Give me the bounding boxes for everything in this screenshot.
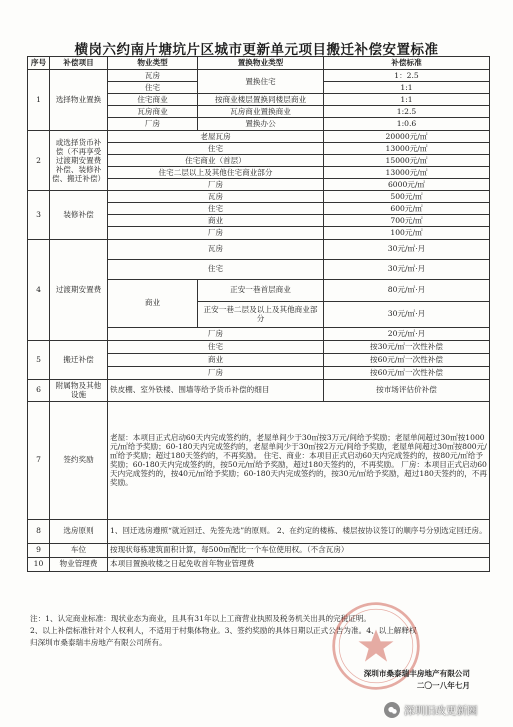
placement-cell: 置换办公 [198, 118, 324, 130]
item-cell: 选房原则 [50, 519, 108, 543]
wechat-icon [384, 702, 400, 718]
item-cell: 物业管理费 [50, 557, 108, 571]
table-row [28, 191, 490, 203]
standard-cell: 13000元/㎡ [324, 166, 490, 178]
type-cell: 住宅 [108, 82, 198, 94]
row-number: 6 [28, 379, 50, 401]
footnote-line: 归深圳市桑泰瑞丰房地产有限公司所有。 [30, 638, 167, 647]
content-cell: 1、回迁选房遵照“就近回迁、先签先选”的原则。 2、在约定的楼栋、楼层按协议签订的顺序号分别选定回迁房。 [108, 519, 490, 543]
compensation-table [27, 56, 490, 572]
subtype-cell: 正安一巷首层商业 [198, 279, 324, 301]
type-cell: 老屋瓦房 [108, 130, 324, 142]
table-row [28, 401, 490, 519]
item-cell: 或选择货币补偿（不再享受过渡期安置费补偿、装修补偿、搬迁补偿） [50, 130, 108, 191]
item-cell: 签约奖励 [50, 401, 108, 519]
standard-cell: 600元/㎡ [324, 203, 490, 215]
content-cell: 铁皮棚、室外铁楼、围墙等给予货币补偿的细目 [108, 379, 324, 401]
type-cell: 厂房 [108, 366, 324, 379]
table-row [28, 340, 490, 353]
standard-cell: 1:1 [324, 94, 490, 106]
type-cell: 厂房 [108, 227, 324, 239]
header-no: 序号 [28, 57, 50, 70]
table-row [28, 557, 490, 571]
content-cell: 按现状每栋建筑面积计算，每500㎡配比一个车位使用权。（不含瓦房） [108, 543, 490, 557]
standard-cell: 1:2.5 [324, 106, 490, 118]
standard-cell: 20000元/㎡ [324, 130, 490, 142]
header-standard: 补偿标准 [324, 57, 490, 70]
standard-cell: 30元/㎡·月 [324, 259, 490, 279]
standard-cell: 700元/㎡ [324, 215, 490, 227]
table-header-row [28, 57, 490, 70]
type-cell: 住宅 [108, 203, 324, 215]
item-cell: 装修补偿 [50, 191, 108, 239]
row-number: 7 [28, 401, 50, 519]
standard-cell: 80元/㎡·月 [324, 279, 490, 301]
standard-cell: 20元/㎡·月 [324, 327, 490, 340]
type-cell: 住宅 [108, 259, 324, 279]
footnote-line: 2、以上补偿标准针对个人权利人，不适用于村集体物业。3、签约奖励的具体日期以正式公告为准。4、以上解释权 [30, 626, 417, 635]
standard-cell: 1:0.6 [324, 118, 490, 130]
type-cell: 住宅 [108, 340, 324, 353]
company-name: 深圳市桑泰瑞丰房地产有限公司 [363, 669, 470, 678]
item-cell: 过渡期安置费 [50, 239, 108, 340]
standard-cell: 1：2.5 [324, 70, 490, 82]
standard-cell: 按60元/㎡一次性补偿 [324, 366, 490, 379]
row-number: 3 [28, 191, 50, 239]
type-cell: 住宅二层以上及其他住宅商业部分 [108, 166, 324, 178]
standard-cell: 按30元/㎡一次性补偿 [324, 340, 490, 353]
watermark-text: 深圳旧改更新圈 [404, 704, 478, 717]
item-cell: 车位 [50, 543, 108, 557]
type-cell: 瓦房 [108, 239, 324, 259]
item-cell: 附属物及其他设施 [50, 379, 108, 401]
type-cell: 住宅商业（首层） [108, 154, 324, 166]
row-number: 1 [28, 70, 50, 131]
type-cell: 瓦房 [108, 70, 198, 82]
item-cell: 搬迁补偿 [50, 340, 108, 379]
header-placement: 置换物业类型 [198, 57, 324, 70]
standard-cell: 500元/㎡ [324, 191, 490, 203]
row-number: 9 [28, 543, 50, 557]
table-row [28, 543, 490, 557]
type-cell: 瓦房商业 [108, 106, 198, 118]
table-row [28, 70, 490, 82]
issue-date: 二〇一八年七月 [416, 681, 470, 690]
standard-cell: 30元/㎡·月 [324, 301, 490, 327]
row-number: 5 [28, 340, 50, 379]
table-row [28, 519, 490, 543]
standard-cell: 15000元/㎡ [324, 154, 490, 166]
type-cell: 厂房 [108, 118, 198, 130]
header-type: 物业类型 [108, 57, 198, 70]
row-number: 2 [28, 130, 50, 191]
header-item: 补偿项目 [50, 57, 108, 70]
placement-cell: 按商业楼层置换同楼层商业 [198, 94, 324, 106]
standard-cell: 按60元/㎡一次性补偿 [324, 353, 490, 366]
signature-block [300, 668, 470, 692]
watermark [384, 700, 510, 720]
item-cell: 选择物业置换 [50, 70, 108, 131]
type-cell: 厂房 [108, 327, 324, 340]
table-row [28, 239, 490, 259]
footnote-line: 注：1、认定商业标准：现状业态为商业，且具有31年以上工商营业执照及税务机关出具的完税证明。 [30, 614, 372, 623]
table-row [28, 379, 490, 401]
row-number: 8 [28, 519, 50, 543]
standard-cell: 1:1 [324, 82, 490, 94]
page-title: 横岗六约南片塘坑片区城市更新单元项目搬迁补偿安置标准 [74, 42, 439, 58]
row-number: 10 [28, 557, 50, 571]
standard-cell: 13000元/㎡ [324, 142, 490, 154]
content-cell: 本项目置换收楼之日起免收首年物业管理费 [108, 557, 490, 571]
type-cell: 商业 [108, 279, 198, 327]
type-cell: 商业 [108, 215, 324, 227]
row-number: 4 [28, 239, 50, 340]
type-cell: 住宅商业 [108, 94, 198, 106]
type-cell: 厂房 [108, 178, 324, 190]
type-cell: 住宅 [108, 142, 324, 154]
type-cell: 瓦房 [108, 191, 324, 203]
placement-cell: 置换住宅 [198, 70, 324, 94]
standard-cell: 30元/㎡·月 [324, 239, 490, 259]
standard-cell: 100元/㎡ [324, 227, 490, 239]
standard-cell: 6000元/㎡ [324, 178, 490, 190]
standard-cell: 按市场评估价补偿 [324, 379, 490, 401]
content-cell: 老屋：本项目正式启动60天内完成签约的，老屋单间少于30㎡按3万元/间给予奖励；老屋单间超过30㎡按1000元/㎡给予奖励；60-180天内完成签约的，老屋单间少于30㎡按2万元/间给予奖励，老屋单间超过30㎡按800元/㎡给予奖励；超过180天签约的，不再奖励。 住宅、商业：本项目正式启动60天内完成签约的，按80元/㎡给予奖励；60-180天内完成签约的，按50元/㎡给予奖励，超过180天签约的，不再奖励。 厂房：本项目正式启动60天内完成签约的，按40元/㎡给予奖励；60-180天内完成签约的，按30元/㎡给予奖励，超过180天签约的，不再奖励。 [108, 401, 490, 519]
subtype-cell: 正安一巷二层及以上及其他商业部分 [198, 301, 324, 327]
type-cell: 商业 [108, 353, 324, 366]
table-row [28, 130, 490, 142]
placement-cell: 瓦房商业置换商业 [198, 106, 324, 118]
